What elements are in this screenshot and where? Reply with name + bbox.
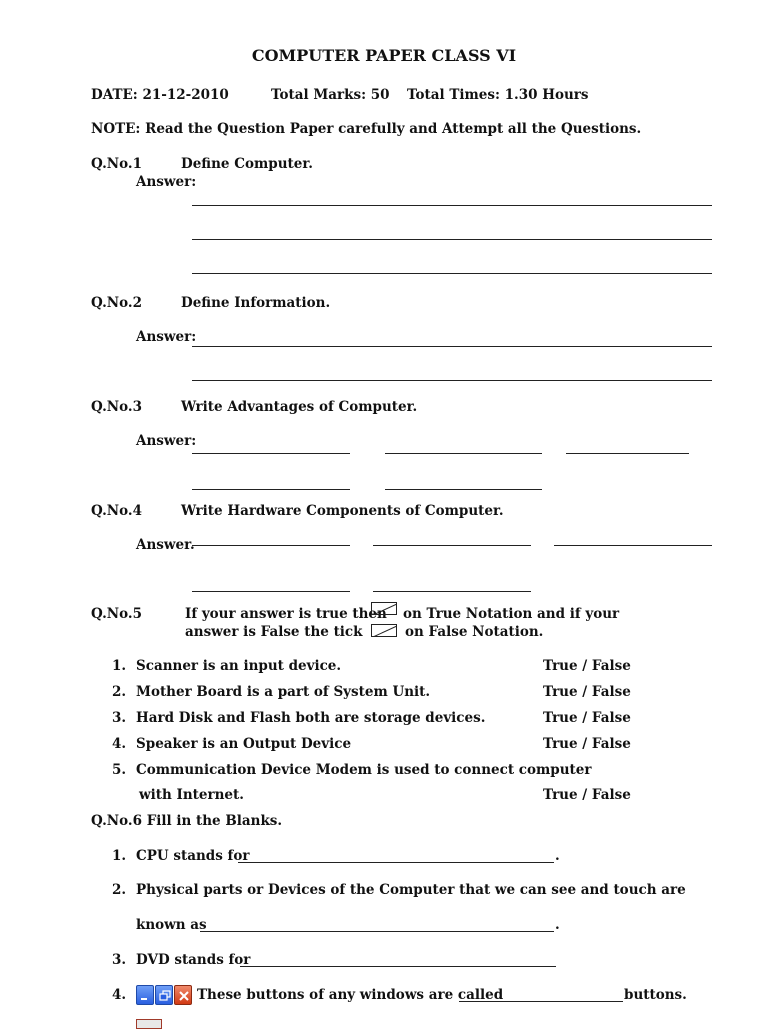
q5-item-text: Communication Device Modem is used to connect computer [136,762,592,778]
q6-item-number: 2. [112,882,127,898]
q1-answer-line-3[interactable] [192,273,712,274]
exam-note: NOTE: Read the Question Paper carefully and Attempt all the Questions. [91,121,642,137]
q3-answer-line-1[interactable] [192,453,350,454]
q6-blank-1[interactable] [238,862,554,863]
q6-item-end: buttons. [624,987,687,1003]
q5-instruction-2b: on False Notation. [405,624,544,640]
total-times: Total Times: 1.30 Hours [407,87,589,103]
close-icon [174,985,192,1005]
q3-number: Q.No.3 [91,399,142,415]
q6-blank-3[interactable] [240,966,556,967]
q3-text: Write Advantages of Computer. [181,399,418,415]
q4-answer-line-5[interactable] [373,591,531,592]
q1-number: Q.No.1 [91,156,142,172]
q3-answer-line-2[interactable] [385,453,542,454]
q2-answer-line-2[interactable] [192,380,712,381]
q5-item-choice[interactable]: True / False [543,684,631,700]
total-marks: Total Marks: 50 [271,87,390,103]
q5-item-text: Speaker is an Output Device [136,736,352,752]
q6-item-text: Physical parts or Devices of the Computer that we can see and touch are [136,882,686,898]
q5-instruction-1b: on True Notation and if your [403,606,620,622]
q2-answer-label: Answer: [136,329,197,345]
q5-item-choice[interactable]: True / False [543,710,631,726]
q3-answer-label: Answer: [136,433,197,449]
q6-item-number: 4. [112,987,127,1003]
q6-item-text: CPU stands for [136,848,250,864]
q6-item-text: These buttons of any windows are called [197,987,504,1003]
q5-item-number: 2. [112,684,127,700]
q5-item-number: 1. [112,658,127,674]
q5-number: Q.No.5 [91,606,142,622]
q5-item-choice[interactable]: True / False [543,736,631,752]
page-title: COMPUTER PAPER CLASS VI [251,46,517,65]
q6-blank-2[interactable] [200,931,554,932]
q6-item-number: 1. [112,848,127,864]
q6-item-text-cont: known as [136,917,207,933]
q5-instruction-1a: If your answer is true then [185,606,387,622]
minimize-icon [136,985,154,1005]
window-buttons [136,985,192,1005]
q5-instruction-2a: answer is False the tick [185,624,363,640]
q6-blank-4[interactable] [459,1001,623,1002]
q6-item-text: DVD stands for [136,952,251,968]
q5-item-choice[interactable]: True / False [543,787,631,803]
q3-answer-line-3[interactable] [566,453,689,454]
q5-item-number: 3. [112,710,127,726]
q5-item-number: 4. [112,736,127,752]
q5-item-number: 5. [112,762,127,778]
q5-item-text: Mother Board is a part of System Unit. [136,684,431,700]
q1-answer-line-1[interactable] [192,205,712,206]
tick-box-icon [371,602,397,615]
q6-heading: Q.No.6 Fill in the Blanks. [91,813,283,829]
q4-answer-line-3[interactable] [554,545,712,546]
restore-icon [155,985,173,1005]
q5-item-choice[interactable]: True / False [543,658,631,674]
q2-number: Q.No.2 [91,295,142,311]
q4-number: Q.No.4 [91,503,142,519]
q4-answer-label: Answer. [136,537,195,553]
exam-date: DATE: 21-12-2010 [91,87,229,103]
q6-item-number: 3. [112,952,127,968]
q2-answer-line-1[interactable] [192,346,712,347]
q5-item-text-cont: with Internet. [139,787,244,803]
tick-box-icon [371,624,397,637]
window-icon [136,1019,162,1029]
q6-item-end: . [555,848,560,864]
q5-item-text: Hard Disk and Flash both are storage devices. [136,710,486,726]
q1-answer-line-2[interactable] [192,239,712,240]
q4-answer-line-4[interactable] [192,591,350,592]
q2-text: Define Information. [181,295,331,311]
q1-text: Define Computer. [181,156,313,172]
q1-answer-label: Answer: [136,174,197,190]
q4-answer-line-2[interactable] [373,545,531,546]
q6-item-end: . [555,917,560,933]
q3-answer-line-5[interactable] [385,489,542,490]
q4-answer-line-1[interactable] [192,545,350,546]
q3-answer-line-4[interactable] [192,489,350,490]
q5-item-text: Scanner is an input device. [136,658,342,674]
q4-text: Write Hardware Components of Computer. [181,503,504,519]
